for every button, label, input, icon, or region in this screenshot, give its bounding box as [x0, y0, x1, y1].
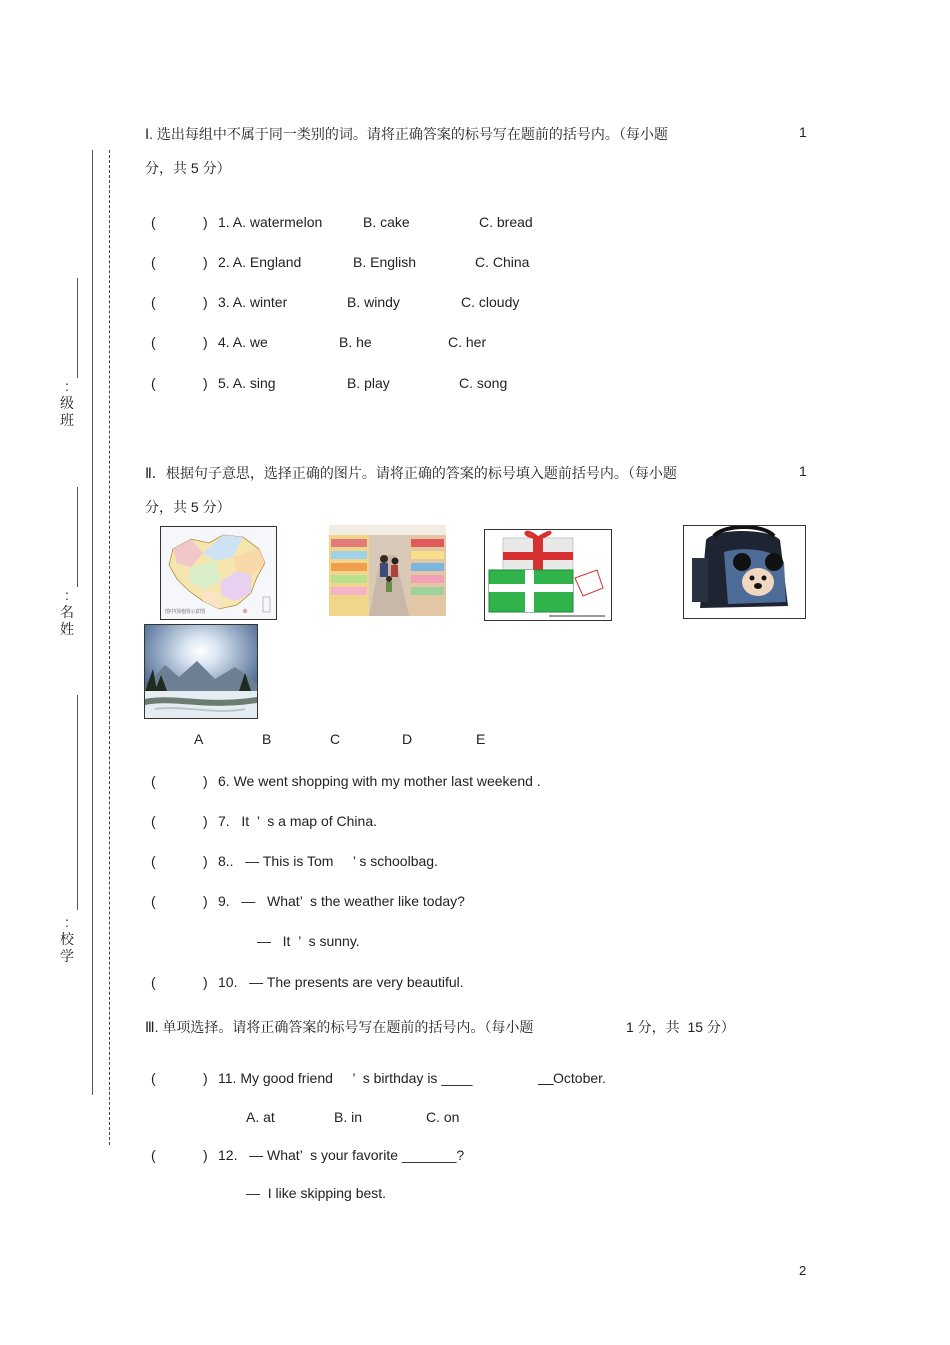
answer-paren-open[interactable]: ( — [151, 813, 156, 829]
q9-answer-text: — It ’ s sunny. — [257, 933, 360, 949]
q12-answer-text: — I like skipping best. — [246, 1185, 387, 1201]
q3-option-c: C. cloudy — [461, 294, 520, 310]
answer-paren-close: ) — [203, 1147, 208, 1163]
q9-text: 9. — What’ s the weather like today? — [218, 893, 465, 909]
class-label: : 级 班 — [60, 378, 74, 428]
name-label: : 名 姓 — [60, 587, 74, 637]
binding-dashed-line — [109, 150, 110, 1145]
q10-text: 10. — The presents are very beautiful. — [218, 974, 464, 990]
q11-text: 11. My good friend ’ s birthday is ____ — [218, 1070, 473, 1086]
q11-option-c: C. on — [426, 1109, 460, 1125]
q3-option-a: 3. A. winter — [218, 294, 288, 310]
answer-paren-open[interactable]: ( — [151, 974, 156, 990]
q11-tail: October. — [553, 1070, 606, 1086]
q4-option-c: C. her — [448, 334, 487, 350]
section3-title: Ⅲ. 单项选择。请将正确答案的标号写在题前的括号内。（每小题 — [145, 1019, 534, 1035]
q3-option-b: B. windy — [347, 294, 400, 310]
answer-paren-close: ) — [203, 375, 208, 391]
answer-paren-open[interactable]: ( — [151, 334, 156, 350]
sunny-landscape-image — [144, 624, 258, 719]
page-number: 2 — [799, 1263, 807, 1278]
school-underline — [77, 695, 78, 910]
q2-option-a: 2. A. England — [218, 254, 302, 270]
answer-paren-open[interactable]: ( — [151, 893, 156, 909]
answer-paren-close: ) — [203, 853, 208, 869]
q11-option-a: A. at — [246, 1109, 275, 1125]
section2-title-cont: 分，共 5 分） — [145, 499, 231, 515]
q1-option-b: B. cake — [363, 214, 410, 230]
answer-paren-open[interactable]: ( — [151, 214, 156, 230]
q1-option-a: 1. A. watermelon — [218, 214, 323, 230]
section2-points: 1 — [799, 463, 807, 479]
picture-label-b: B — [262, 731, 272, 747]
q8-text: 8.. — This is Tom ’ s schoolbag. — [218, 853, 438, 869]
picture-label-e: E — [476, 731, 486, 747]
answer-paren-close: ) — [203, 893, 208, 909]
answer-paren-close: ) — [203, 1070, 208, 1086]
q4-option-b: B. he — [339, 334, 372, 350]
q7-text: 7. It ’ s a map of China. — [218, 813, 377, 829]
answer-paren-close: ) — [203, 334, 208, 350]
answer-paren-open[interactable]: ( — [151, 853, 156, 869]
answer-paren-open[interactable]: ( — [151, 375, 156, 391]
answer-paren-open[interactable]: ( — [151, 1070, 156, 1086]
section3-points: 1 分，共 15 分） — [626, 1019, 735, 1035]
q11-option-b: B. in — [334, 1109, 363, 1125]
answer-paren-close: ) — [203, 773, 208, 789]
section1-title: Ⅰ. 选出每组中不属于同一类别的词。请将正确答案的标号写在题前的括号内。（每小题 — [145, 126, 668, 142]
q5-option-c: C. song — [459, 375, 508, 391]
q12-text: 12. — What’ s your favorite _______? — [218, 1147, 465, 1163]
section1-points: 1 — [799, 124, 807, 140]
section2-title: Ⅱ．根据句子意思，选择正确的图片。请将正确的答案的标号填入题前括号内。（每小题 — [145, 465, 677, 481]
q5-option-a: 5. A. sing — [218, 375, 276, 391]
answer-paren-open[interactable]: ( — [151, 1147, 156, 1163]
picture-label-a: A — [194, 731, 204, 747]
section1-title-cont: 分，共 5 分） — [145, 160, 231, 176]
q6-text: 6. We went shopping with my mother last weekend . — [218, 773, 541, 789]
answer-paren-close: ) — [203, 974, 208, 990]
schoolbag-image — [683, 525, 806, 619]
school-label: : 校 学 — [60, 914, 74, 964]
answer-paren-open[interactable]: ( — [151, 294, 156, 310]
q1-option-c: C. bread — [479, 214, 533, 230]
binding-line — [92, 150, 93, 1095]
answer-paren-close: ) — [203, 294, 208, 310]
class-underline — [77, 278, 78, 378]
answer-paren-open[interactable]: ( — [151, 254, 156, 270]
china-map-image — [160, 526, 277, 620]
q2-option-c: C. China — [475, 254, 530, 270]
q5-option-b: B. play — [347, 375, 390, 391]
q2-option-b: B. English — [353, 254, 417, 270]
map-caption: 图中国地图示意图 — [165, 609, 206, 615]
picture-label-d: D — [402, 731, 413, 747]
answer-paren-close: ) — [203, 214, 208, 230]
picture-label-c: C — [330, 731, 341, 747]
supermarket-image — [329, 525, 446, 616]
q4-option-a: 4. A. we — [218, 334, 268, 350]
answer-paren-open[interactable]: ( — [151, 773, 156, 789]
answer-paren-close: ) — [203, 254, 208, 270]
answer-paren-close: ) — [203, 813, 208, 829]
presents-image — [484, 529, 612, 621]
name-underline — [77, 487, 78, 587]
q11-blank[interactable] — [538, 1070, 554, 1086]
